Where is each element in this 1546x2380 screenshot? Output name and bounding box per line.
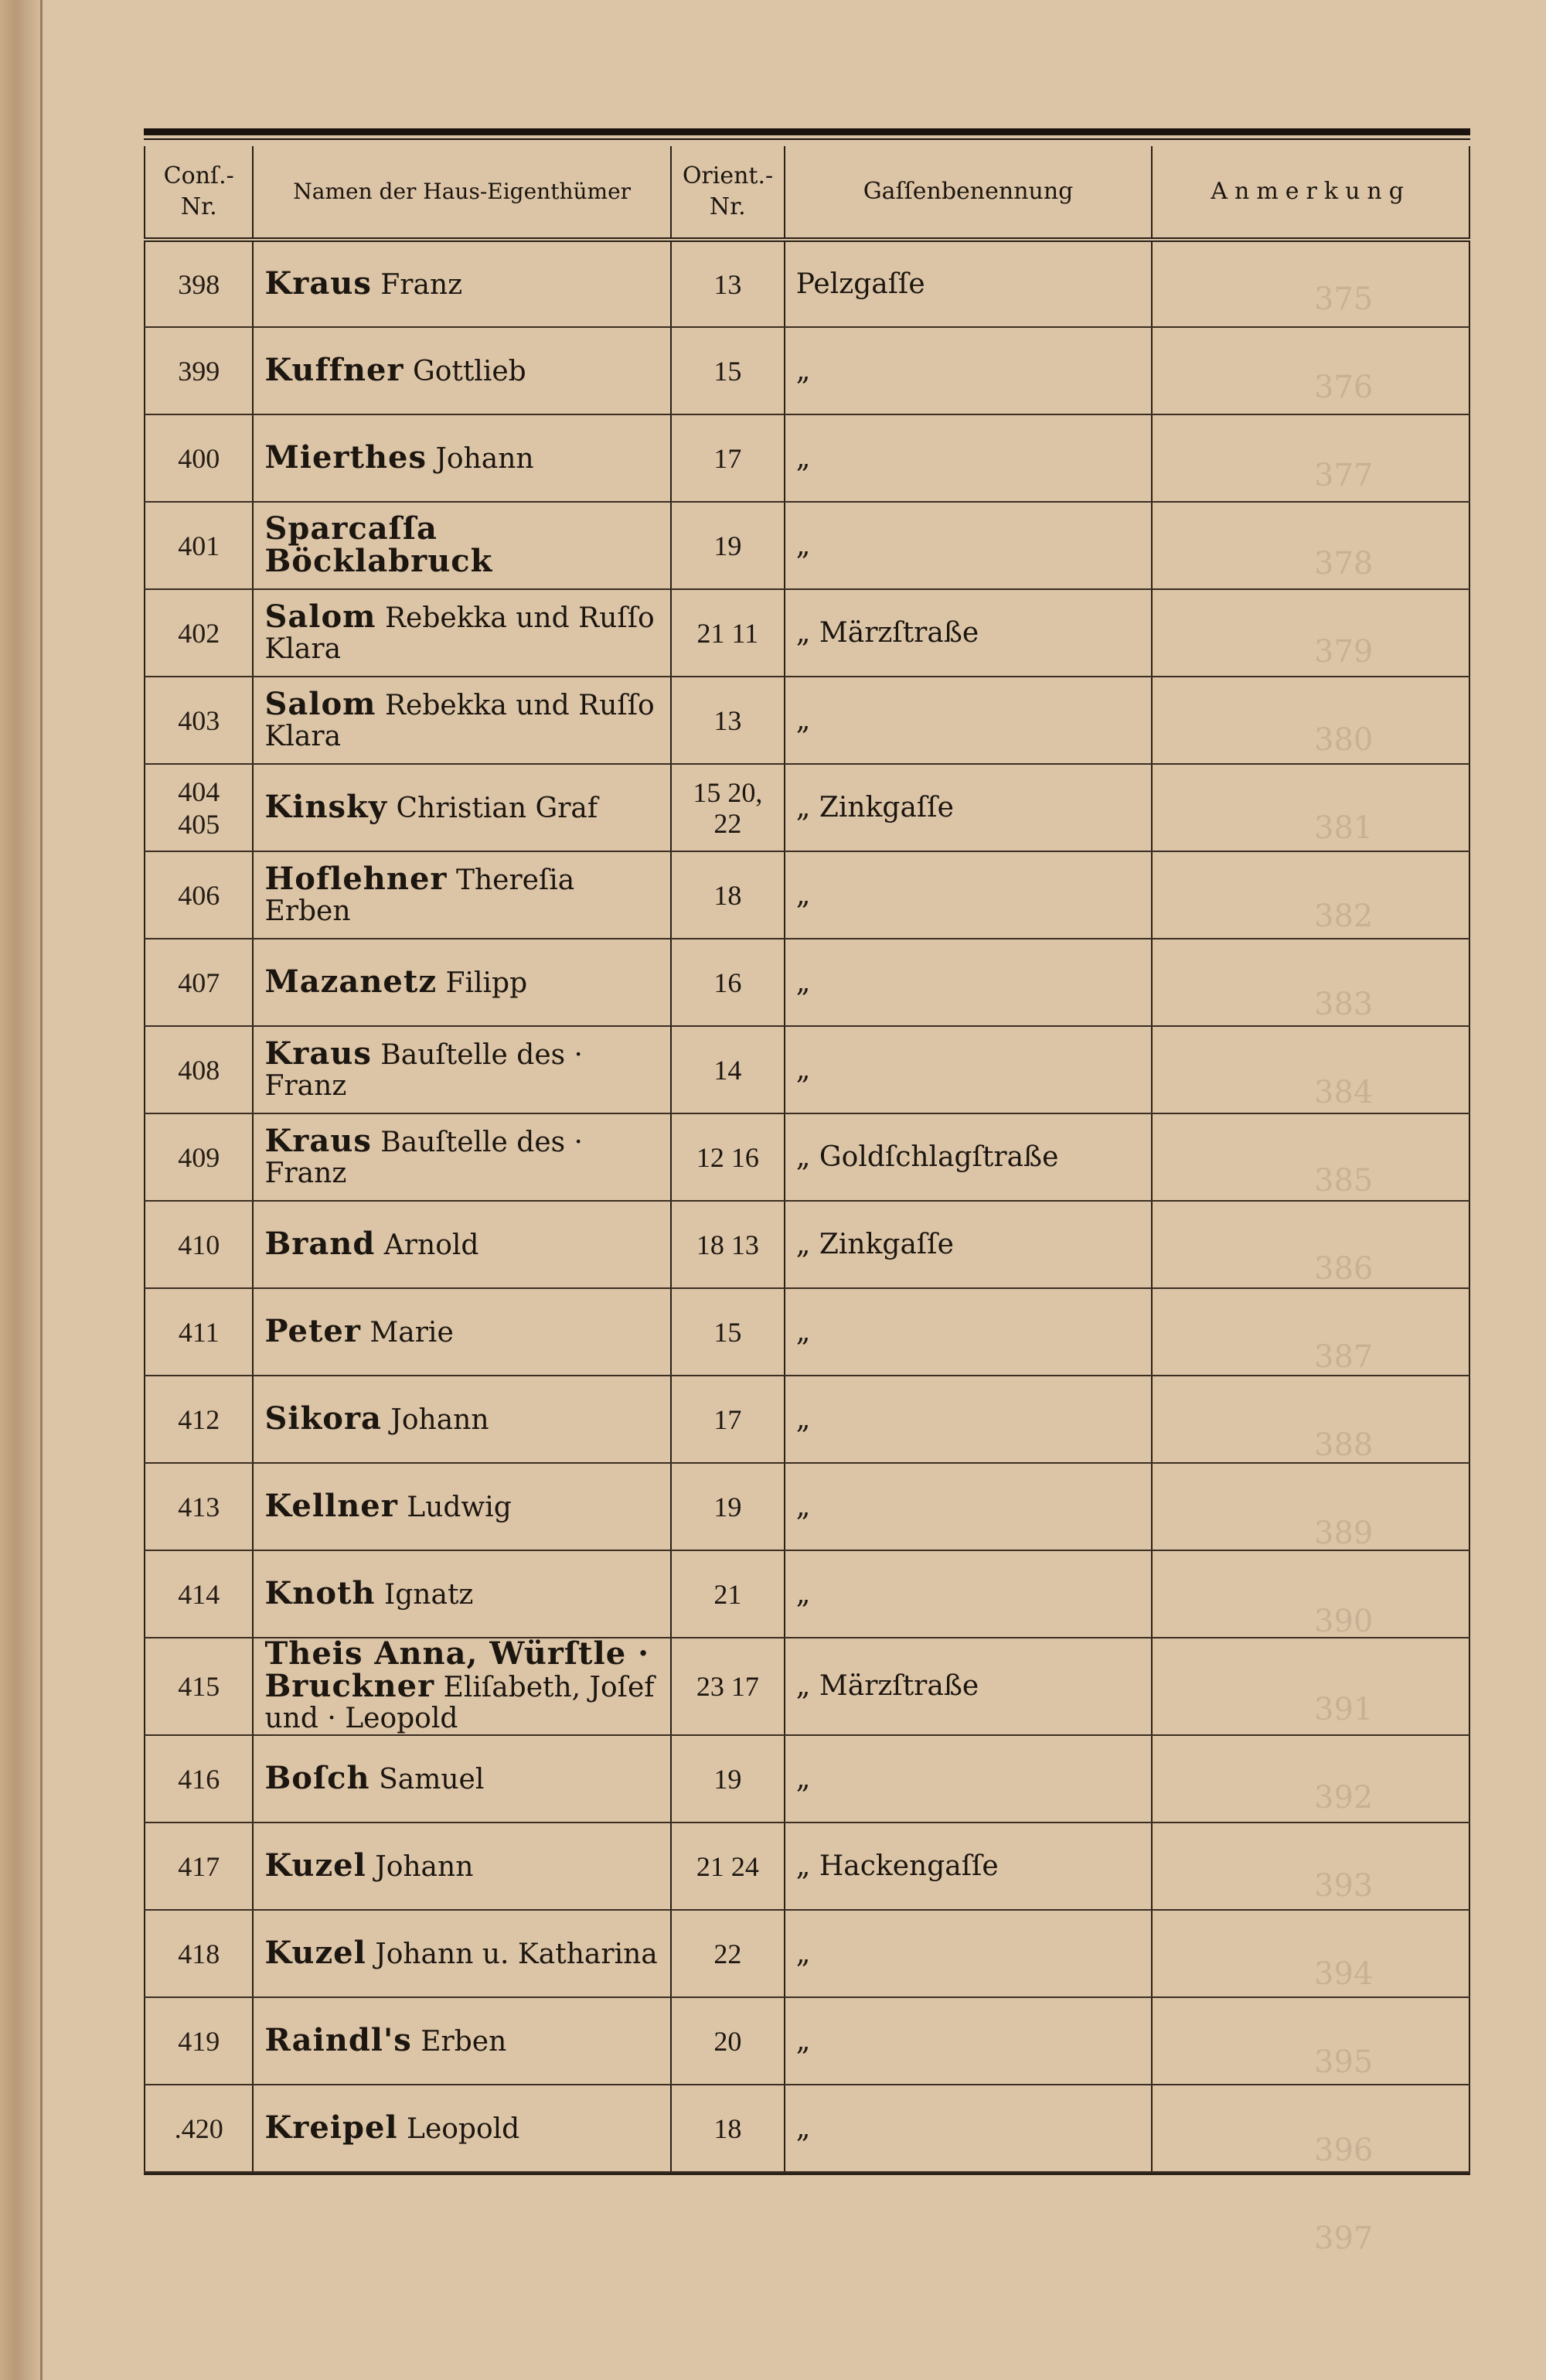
bottom-rule [144,2173,1470,2175]
owner-given-name: Eliſabeth, Joſef und · Leopold [264,1672,655,1734]
owner-given-name: Erben [421,2025,507,2058]
bleed-through-number: 396 [1314,2133,1374,2168]
owner-name [253,1735,670,1823]
orient-number: 14 [671,1026,785,1113]
owner-surname: Kuzel [264,1934,366,1971]
header-street-name: Gaſſenbenennung [785,146,1153,240]
owner-name [253,1823,670,1910]
remark-cell [1152,1735,1469,1823]
remark-cell [1152,589,1469,677]
street-name: „ Hackengaſſe [785,1823,1153,1910]
orient-number: 12 16 [671,1113,785,1201]
bleed-through-number: 395 [1314,2044,1374,2080]
owner-surname: Boſch [264,1759,370,1796]
orient-number: 23 17 [671,1638,785,1735]
cons-number: 417 [145,1823,253,1910]
street-name: „ [785,851,1153,939]
cons-number: 407 [145,939,253,1026]
cons-number: .420 [145,2085,253,2172]
table-row [145,764,1469,851]
cons-number: 406 [145,851,253,939]
street-name: Pelzgaſſe [785,240,1153,327]
cons-number: 414 [145,1550,253,1638]
owner-given-name: Arnold [383,1229,479,1261]
orient-number: 19 [671,1735,785,1823]
header-cons-nr: Conſ.-Nr. [145,146,253,240]
bleed-through-number: 376 [1314,370,1374,405]
owner-name [253,851,670,939]
owner-given-name: Johann [435,442,534,475]
bleed-through-number: 375 [1314,281,1374,317]
owner-name [253,1550,670,1638]
table-row [145,1288,1469,1376]
street-name: „ [785,1997,1153,2085]
owner-surname: Raindl's [264,2021,412,2058]
owner-given-name: Thereſia Erben [264,864,575,927]
owner-given-name: Leopold [407,2112,520,2145]
owner-surname: Kraus [264,1122,372,1159]
owner-surname: Kellner [264,1487,398,1524]
cons-number: 404 405 [145,764,253,851]
owner-given-name: Rebekka und Ruſſo Klara [264,689,655,752]
remark-cell [1152,1201,1469,1288]
bleed-through-number: 381 [1314,810,1374,846]
owner-surname: Mazanetz [264,963,438,1000]
owner-name [253,414,670,502]
bleed-through-number: 393 [1314,1868,1374,1904]
orient-number: 21 24 [671,1823,785,1910]
street-name: „ Zinkgaſſe [785,1201,1153,1288]
table-row [145,502,1469,589]
owner-given-name: Franz [380,268,463,301]
cons-number: 419 [145,1997,253,2085]
table-row [145,1910,1469,1997]
table-row [145,589,1469,677]
cons-number: 398 [145,240,253,327]
bleed-through-number: 378 [1314,546,1374,581]
header-owner-names: Namen der Haus-Eigenthümer [253,146,670,240]
street-name: „ [785,2085,1153,2172]
owner-name [253,1997,670,2085]
owner-surname: Kuzel [264,1846,366,1884]
owner-surname: Sikora [264,1400,382,1437]
top-thin-rule [144,138,1470,140]
bleed-through-number: 387 [1314,1339,1374,1375]
orient-number: 19 [671,502,785,589]
owner-given-name: Rebekka und Ruſſo Klara [264,602,655,665]
orient-number: 15 20, 22 [671,764,785,851]
cons-number: 402 [145,589,253,677]
owner-given-name: Johann [390,1403,489,1436]
owner-given-name: Johann u. Katharina [375,1938,658,1970]
owner-surname: Salom [264,685,376,722]
orient-number: 19 [671,1463,785,1550]
book-binding-edge [0,0,43,2380]
owner-given-name: Johann [375,1850,474,1883]
orient-number: 15 [671,327,785,414]
orient-number: 17 [671,1376,785,1463]
owner-given-name: Samuel [379,1763,485,1795]
orient-number: 20 [671,1997,785,2085]
cons-number: 408 [145,1026,253,1113]
cons-number: 410 [145,1201,253,1288]
table-row [145,327,1469,414]
owner-name [253,939,670,1026]
table-header-row [145,146,1469,240]
bleed-through-number: 392 [1314,1780,1374,1816]
cons-number: 399 [145,327,253,414]
orient-number: 21 [671,1550,785,1638]
street-name: „ [785,1550,1153,1638]
cons-number: 401 [145,502,253,589]
owner-given-name: Filipp [445,967,528,999]
bleed-through-number: 382 [1314,898,1374,934]
remark-cell [1152,1288,1469,1376]
owner-surname: Kinsky [264,788,388,825]
street-name: „ Zinkgaſſe [785,764,1153,851]
orient-number: 15 [671,1288,785,1376]
orient-number: 22 [671,1910,785,1997]
owner-name [253,589,670,677]
owner-surname: Kreipel [264,2109,398,2146]
street-name: „ [785,502,1153,589]
street-name: „ Goldſchlagſtraße [785,1113,1153,1201]
table-row [145,1201,1469,1288]
owner-name [253,1635,670,1735]
owner-surname: Theis Anna, Würſtle · Bruckner [264,1635,650,1704]
owner-given-name: Ignatz [384,1578,474,1611]
owner-name [253,1910,670,1997]
table-row [145,1026,1469,1113]
street-name: „ [785,1910,1153,1997]
cons-number: 418 [145,1910,253,1997]
orient-number: 18 13 [671,1201,785,1288]
cons-number: 409 [145,1113,253,1201]
orient-number: 17 [671,414,785,502]
owner-name [253,1113,670,1201]
remark-cell [1152,502,1469,589]
remark-cell [1152,1026,1469,1113]
owner-name [253,1288,670,1376]
table-row [145,2085,1469,2172]
owner-surname: Salom [264,598,376,635]
street-name: „ [785,939,1153,1026]
owner-surname: Mierthes [264,438,427,476]
remark-cell [1152,677,1469,764]
street-name: „ [785,1376,1153,1463]
bleed-through-number: 394 [1314,1956,1374,1992]
street-name: „ Märzſtraße [785,589,1153,677]
remark-cell [1152,764,1469,851]
cons-number: 403 [145,677,253,764]
table-row [145,1376,1469,1463]
owner-surname: Kuffner [264,351,404,388]
orient-number: 21 11 [671,589,785,677]
register-page [144,128,1470,2175]
owner-given-name: Bauſtelle des · Franz [264,1038,583,1102]
table-row [145,677,1469,764]
owner-surname: Peter [264,1312,361,1349]
street-name: „ [785,1026,1153,1113]
owner-given-name: Gottlieb [412,355,526,387]
table-row [145,939,1469,1026]
owner-name [253,240,670,327]
owner-given-name: Christian Graf [396,792,598,824]
orient-number: 13 [671,240,785,327]
bleed-through-number: 391 [1314,1692,1374,1727]
owner-name [253,1376,670,1463]
owner-surname: Kraus [264,264,372,302]
table-row [145,1113,1469,1201]
table-row [145,851,1469,939]
remark-cell [1152,1638,1469,1735]
header-remark: Anmerkung [1152,146,1469,240]
owner-surname: Hoflehner [264,860,448,897]
table-row [145,1823,1469,1910]
remark-cell [1152,1113,1469,1201]
street-name: „ [785,414,1153,502]
bleed-through-number: 383 [1314,987,1374,1022]
bleed-through-number: 397 [1314,2221,1374,2256]
header-orient-nr: Orient.-Nr. [671,146,785,240]
bleed-through-number: 389 [1314,1516,1374,1551]
street-name: „ [785,1735,1153,1823]
bleed-through-number: 386 [1314,1251,1374,1287]
owner-name [253,2085,670,2172]
cons-number: 413 [145,1463,253,1550]
remark-cell [1152,939,1469,1026]
owner-name [253,1201,670,1288]
cons-number: 415 [145,1638,253,1735]
table-row [145,1463,1469,1550]
remark-cell [1152,1550,1469,1638]
owner-surname: Knoth [264,1574,376,1611]
owner-given-name: Marie [369,1316,454,1349]
bleed-through-number: 377 [1314,458,1374,493]
remark-cell [1152,414,1469,502]
cons-number: 400 [145,414,253,502]
owner-surname: Brand [264,1225,376,1262]
street-name: „ Märzſtraße [785,1638,1153,1735]
owner-given-name: Ludwig [407,1491,512,1523]
owner-name [253,677,670,764]
remark-cell [1152,1823,1469,1910]
orient-number: 13 [671,677,785,764]
remark-cell [1152,2085,1469,2172]
remark-cell [1152,327,1469,414]
bleed-through-number: 384 [1314,1075,1374,1110]
house-owner-register-table [144,146,1470,2173]
remark-cell [1152,1910,1469,1997]
orient-number: 18 [671,851,785,939]
owner-name [253,327,670,414]
top-thick-rule [144,128,1470,135]
bleed-through-number: 388 [1314,1427,1374,1463]
remark-cell [1152,1376,1469,1463]
owner-surname: Sparcaſſa Böcklabruck [264,510,493,579]
bleed-through-number: 390 [1314,1604,1374,1639]
owner-given-name: Bauſtelle des · Franz [264,1126,583,1189]
remark-cell [1152,240,1469,327]
cons-number: 411 [145,1288,253,1376]
remark-cell [1152,851,1469,939]
orient-number: 18 [671,2085,785,2172]
bleed-through-number: 379 [1314,634,1374,670]
table-row [145,1997,1469,2085]
street-name: „ [785,1463,1153,1550]
cons-number: 412 [145,1376,253,1463]
owner-name [253,1026,670,1113]
remark-cell [1152,1463,1469,1550]
orient-number: 16 [671,939,785,1026]
cons-number: 416 [145,1735,253,1823]
table-row [145,240,1469,327]
remark-cell [1152,1997,1469,2085]
street-name: „ [785,1288,1153,1376]
bleed-through-number: 380 [1314,722,1374,758]
table-row [145,1638,1469,1735]
owner-name [253,1463,670,1550]
street-name: „ [785,677,1153,764]
table-row [145,414,1469,502]
owner-name [253,502,670,589]
bleed-through-number: 385 [1314,1163,1374,1199]
table-row [145,1550,1469,1638]
table-row [145,1735,1469,1823]
owner-name [253,764,670,851]
owner-surname: Kraus [264,1035,372,1072]
street-name: „ [785,327,1153,414]
